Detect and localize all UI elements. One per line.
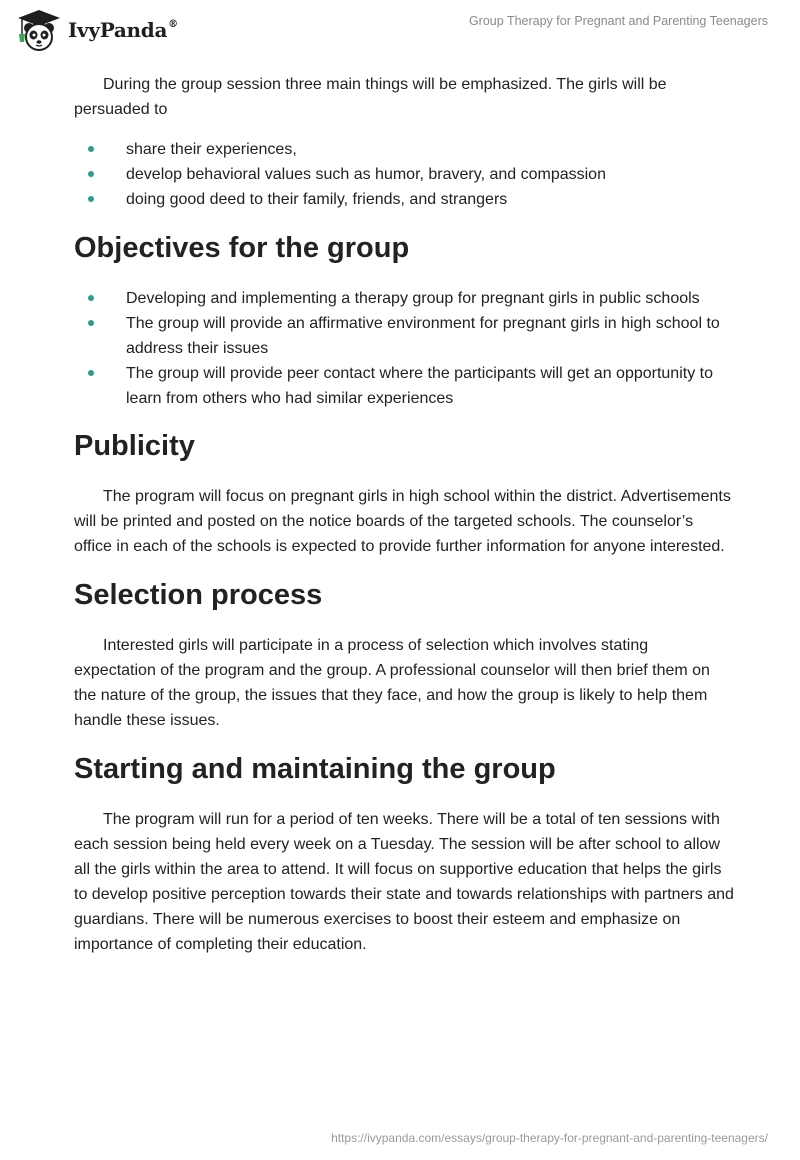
list-item: The group will provide an affirmative environment for pregnant girls in high school to address their issues — [74, 311, 734, 361]
intro-list — [74, 137, 734, 212]
publicity-paragraph: The program will focus on pregnant girls in high school within the district. Advertisements will be printed and posted on the notice boards of the targeted schools. The counselor’s office in each of the schools is expected to provide further information for anyone interested. — [74, 488, 731, 555]
ivypanda-logo[interactable] — [16, 8, 178, 52]
document-title: Group Therapy for Pregnant and Parenting Teenagers — [468, 14, 768, 28]
list-item: doing good deed to their family, friends, and strangers — [74, 187, 734, 212]
objectives-list — [74, 286, 734, 411]
bullet-icon — [88, 196, 94, 202]
list-item: The group will provide peer contact where the participants will get an opportunity to learn from others who had similar experiences — [74, 361, 734, 411]
page-header — [0, 0, 800, 64]
objectives-heading: Objectives for the group — [74, 232, 410, 264]
bullet-icon — [88, 370, 94, 376]
list-item: develop behavioral values such as humor, bravery, and compassion — [74, 162, 734, 187]
publicity-heading: Publicity — [74, 430, 195, 462]
panda-graduation-cap-icon — [16, 8, 62, 52]
starting-paragraph: The program will run for a period of ten weeks. There will be a total of ten sessions with each session being held every week on a Tuesday. The session will be after school to allow all the girls within the area to attend. It will focus on supportive education that helps the girls to develop positive perception towards their state and towards relationships with partners and guardians. There will be numerous exercises to boost their esteem and emphasize on importance of completing their education. — [74, 811, 734, 953]
bullet-icon — [88, 146, 94, 152]
footer-url[interactable]: https://ivypanda.com/essays/group-therapy-for-pregnant-and-parenting-teenagers/ — [331, 1131, 768, 1145]
bullet-icon — [88, 295, 94, 301]
intro-paragraph: During the group session three main things will be emphasized. The girls will be persuaded to — [74, 76, 667, 118]
selection-heading: Selection process — [74, 579, 323, 611]
list-item: Developing and implementing a therapy group for pregnant girls in public schools — [74, 286, 734, 311]
starting-heading: Starting and maintaining the group — [74, 753, 556, 785]
selection-paragraph: Interested girls will participate in a process of selection which involves stating expectation of the program and the group. A professional counselor will then brief them on the nature of the group, the issues that they face, and how the group is likely to help them handle these issues. — [74, 637, 710, 729]
brand-name: IvyPanda® — [68, 18, 178, 42]
bullet-icon — [88, 320, 94, 326]
essay-content — [74, 72, 734, 957]
bullet-icon — [88, 171, 94, 177]
list-item: share their experiences, — [74, 137, 734, 162]
